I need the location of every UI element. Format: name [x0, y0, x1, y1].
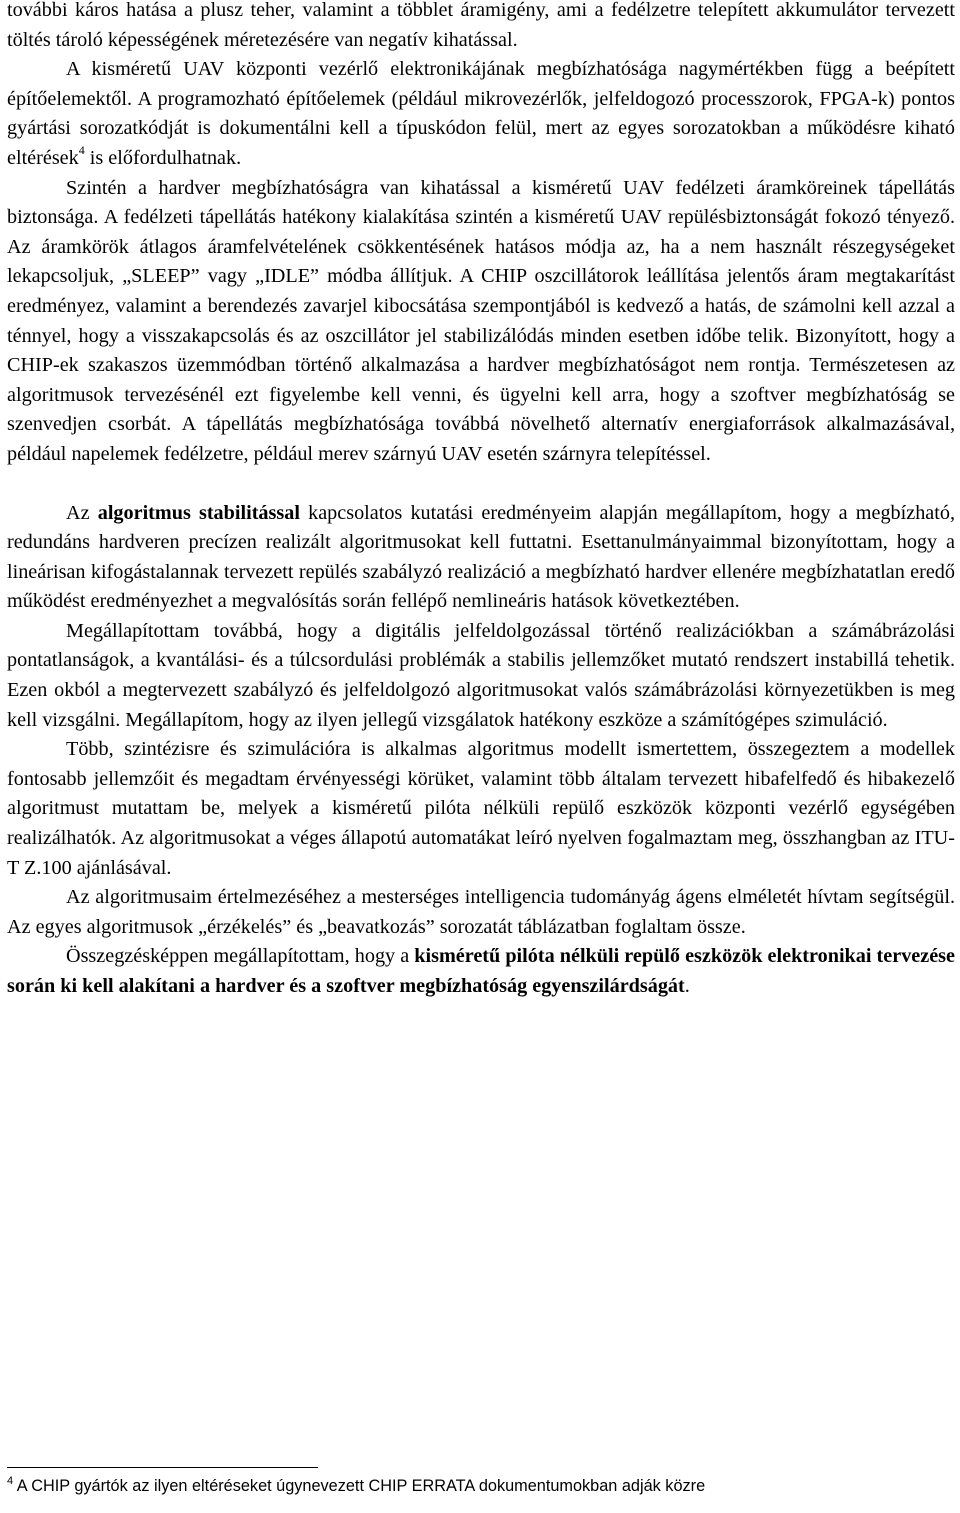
paragraph-1: [7, 0, 955, 55]
footnote: [7, 1475, 955, 1497]
paragraph-text: is előfordulhatnak.: [84, 146, 242, 169]
paragraph-text: Több, szintézisre és szimulációra is alkalmas algoritmus modellt ismertettem, összegeztem a modellek fontosabb jellemzőit és megadtam érvényességi körüket, valamint több általam tervezett hibafelfedő és hibakezelő algoritmust mutattam be, melyek a kisméretű pilóta nélküli repülő eszközök központi vezérlő egységében realizálhatók. Az algoritmusokat a véges állapotú automatákat leíró nyelven fogalmaztam meg, összhangban az ITU-T Z.100 ajánlásával.: [7, 738, 955, 879]
paragraph-text: Az: [66, 501, 98, 524]
paragraph-text: Összegzésképpen megállapítottam, hogy a: [66, 945, 415, 968]
paragraph-text: .: [684, 975, 690, 997]
paragraph-text: kapcsolatos kutatási eredményeim alapján megállapítom, hogy a megbízható, redundáns hardveren precízen realizált algoritmusokat kell futtatni. Esettanulmányaimmal bizonyítottam, hogy a lineárisan kifogástalannak tervezett repülés szabályzó realizáció a megbízható hardver ellenére megbízhatatlan eredő működést eredményezhet a megvalósítás során fellépő nemlineáris hatások következtében.: [7, 501, 956, 613]
paragraph-3: [7, 174, 955, 470]
paragraph-5: [7, 617, 955, 735]
paragraph-4: [7, 499, 955, 617]
paragraph-text: Az algoritmusaim értelmezéséhez a mesterséges intelligencia tudományág ágens elméletét hívtam segítségül. Az egyes algoritmusok „érzékelés” és „beavatkozás” sorozatát táblázatban foglaltam össze.: [7, 886, 955, 938]
paragraph-2: [7, 55, 955, 173]
footnote-separator: [7, 1467, 318, 1468]
paragraph-text: Megállapítottam továbbá, hogy a digitális jelfeldolgozással történő realizációkban a számábrázolási pontatlanságok, a kvantálási- és a túlcsordulási problémák a stabilis jellemzőket mutató rendszert instabillá tehetik. Ezen okból a megtervezett szabályzó és jelfeldolgozó algoritmusokat valós számábrázolási környezetükben is meg kell vizsgálni. Megállapítom, hogy az ilyen jellegű vizsgálatok hatékony eszköze a számítógépes szimuláció.: [7, 619, 955, 731]
footnote-text: A CHIP gyártók az ilyen eltéréseket úgynevezett CHIP ERRATA dokumentumokban adják közre: [13, 1477, 706, 1495]
bold-phrase: algoritmus stabilitással: [97, 501, 300, 524]
paragraph-text: további káros hatása a plusz teher, valamint a többlet áramigény, ami a fedélzetre telepített akkumulátor tervezett töltés tároló képességének méretezésére van negatív kihatással.: [7, 0, 955, 51]
paragraph-text: A kisméretű UAV központi vezérlő elektronikájának megbízhatósága nagymértékben függ a beépített építőelemektől. A programozható építőelemek (például mikrovezérlők, jelfeldogozó processzorok, FPGA-k) pontos gyártási sorozatkódját is dokumentálni kell a típuskódon felül, mert az egyes sorozatokban a működésre kiható eltérések: [7, 58, 955, 169]
paragraph-text: Szintén a hardver megbízhatóságra van kihatással a kisméretű UAV fedélzeti áramköreinek tápellátás biztonsága. A fedélzeti tápellátás hatékony kialakítása szintén a kisméretű UAV repülésbiztonságát fokozó tényező. Az áramkörök átlagos áramfelvételének csökkentésének hatásos módja az, ha a nem használt részegységeket lekapcsoljuk, „SLEEP” vagy „IDLE” módba állítjuk. A CHIP oszcillátorok leállítása jelentős áram megtakarítást eredményez, valamint a berendezés zavarjel kibocsátása szempontjából is kedvező a hatás, de számolni kell azzal a ténnyel, hogy a visszakapcsolás és az oszcillátor jel stabilizálódás minden esetben időbe telik. Bizonyított, hogy a CHIP-ek szakaszos üzemmódban történő alkalmazása a hardver megbízhatóságot nem rontja. Természetesen az algoritmusok tervezésénél ezt figyelembe kell venni, és ügyelni kell arra, hogy a szoftver megbízhatóság se szenvedjen csorbát. A tápellátás megbízhatósága továbbá növelhető alternatív energiaforrások alkalmazásával, például napelemek fedélzetre, például merev szárnyú UAV esetén szárnyra telepítéssel.: [7, 176, 955, 465]
footnote-marker: 4: [7, 1474, 14, 1487]
paragraph-7: [7, 883, 955, 942]
paragraph-6: [7, 735, 955, 883]
paragraph-8: [7, 942, 955, 1001]
bold-phrase: kisméretű pilóta nélküli repülő eszközök elektronikai tervezése során ki kell alakítani a hardver és a szoftver megbízhatóság egyenszilárdságát: [7, 945, 955, 997]
document-body: [7, 0, 955, 1002]
footnote-reference[interactable]: 4: [78, 143, 85, 158]
